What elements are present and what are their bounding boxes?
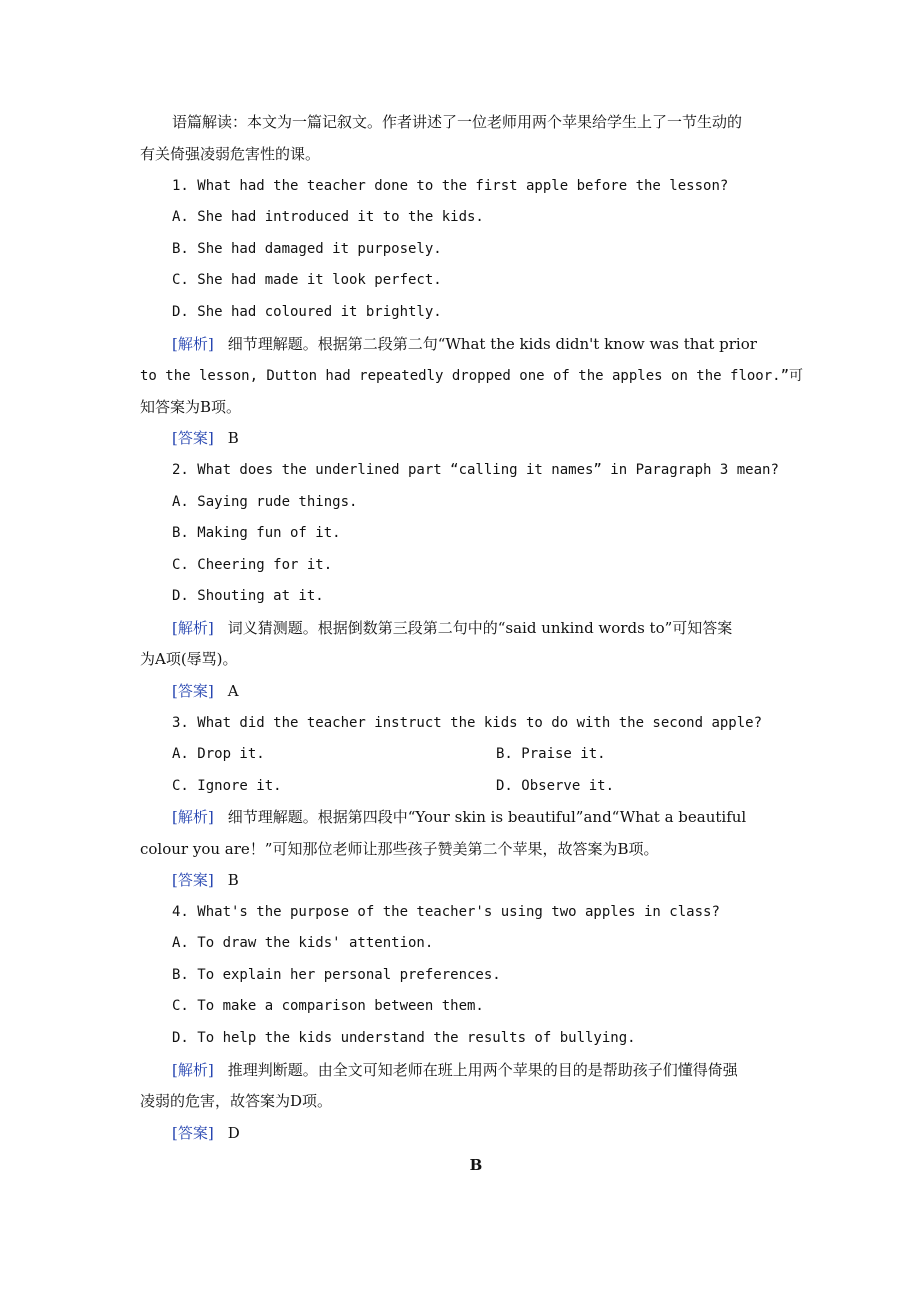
q3-analysis: [0, 807, 920, 827]
answer-label: [答案]: [172, 871, 214, 889]
q4-option-b: B. To explain her personal preferences.: [172, 967, 501, 983]
q3-answer-value: B: [227, 871, 239, 889]
q1-option-b: B. She had damaged it purposely.: [172, 241, 442, 257]
question-1: 1. What had the teacher done to the first apple before the lesson?: [172, 178, 729, 194]
q3-answer: [0, 870, 920, 890]
q1-answer: [0, 428, 920, 448]
section-heading: B: [469, 1156, 483, 1174]
q3-options-row-1: [0, 744, 920, 764]
q1-answer-value: B: [227, 429, 239, 447]
q2-option-b: B. Making fun of it.: [172, 525, 341, 541]
q3-option-d: D. Observe it.: [496, 778, 615, 794]
q1-analysis-text-3: 知答案为B项。: [140, 398, 242, 416]
q4-answer: [0, 1123, 920, 1143]
q4-option-c: C. To make a comparison between them.: [172, 998, 484, 1014]
q2-option-d: D. Shouting at it.: [172, 588, 324, 604]
q2-analysis-text-1: 词义猜测题。根据倒数第三段第二句中的“said unkind words to”可知答案: [227, 619, 733, 637]
q2-analysis: [0, 618, 920, 638]
q3-option-a: A. Drop it.: [172, 746, 265, 762]
intro-line-1: 语篇解读：本文为一篇记叙文。作者讲述了一位老师用两个苹果给学生上了一节生动的: [172, 113, 743, 131]
q2-option-a: A. Saying rude things.: [172, 494, 358, 510]
q1-option-c: C. She had made it look perfect.: [172, 272, 442, 288]
q1-analysis-text-1: 细节理解题。根据第二段第二句“What the kids didn't know was that prior: [227, 335, 757, 353]
q3-analysis-text-1: 细节理解题。根据第四段中“Your skin is beautiful”and“What a beautiful: [227, 808, 747, 826]
q2-answer-value: A: [227, 682, 239, 700]
analysis-label: [解析]: [172, 619, 214, 637]
q2-analysis-text-2: 为A项(辱骂)。: [140, 650, 238, 668]
q1-option-a: A. She had introduced it to the kids.: [172, 209, 484, 225]
q4-option-a: A. To draw the kids' attention.: [172, 935, 434, 951]
q3-options-row-2: [0, 776, 920, 796]
question-4: 4. What's the purpose of the teacher's using two apples in class?: [172, 904, 720, 920]
q1-analysis: [0, 334, 920, 354]
answer-label: [答案]: [172, 682, 214, 700]
question-2: 2. What does the underlined part “calling it names” in Paragraph 3 mean?: [172, 462, 779, 478]
q4-analysis-text-1: 推理判断题。由全文可知老师在班上用两个苹果的目的是帮助孩子们懂得倚强: [227, 1061, 738, 1079]
q4-analysis-text-2: 凌弱的危害，故答案为D项。: [140, 1092, 333, 1110]
answer-label: [答案]: [172, 429, 214, 447]
q1-option-d: D. She had coloured it brightly.: [172, 304, 442, 320]
q3-option-b: B. Praise it.: [496, 746, 606, 762]
q4-option-d: D. To help the kids understand the results of bullying.: [172, 1030, 636, 1046]
analysis-label: [解析]: [172, 808, 214, 826]
answer-label: [答案]: [172, 1124, 214, 1142]
analysis-label: [解析]: [172, 1061, 214, 1079]
analysis-label: [解析]: [172, 335, 214, 353]
q2-answer: [0, 681, 920, 701]
question-3: 3. What did the teacher instruct the kids to do with the second apple?: [172, 715, 763, 731]
q3-option-c: C. Ignore it.: [172, 778, 282, 794]
intro-line-2: 有关倚强凌弱危害性的课。: [140, 145, 321, 163]
q4-answer-value: D: [227, 1124, 240, 1142]
q1-analysis-text-2: to the lesson, Dutton had repeatedly dropped one of the apples on the floor.”可: [140, 368, 804, 384]
q3-analysis-text-2: colour you are！”可知那位老师让那些孩子赞美第二个苹果，故答案为B项。: [140, 840, 659, 858]
q4-analysis: [0, 1060, 920, 1080]
q2-option-c: C. Cheering for it.: [172, 557, 333, 573]
